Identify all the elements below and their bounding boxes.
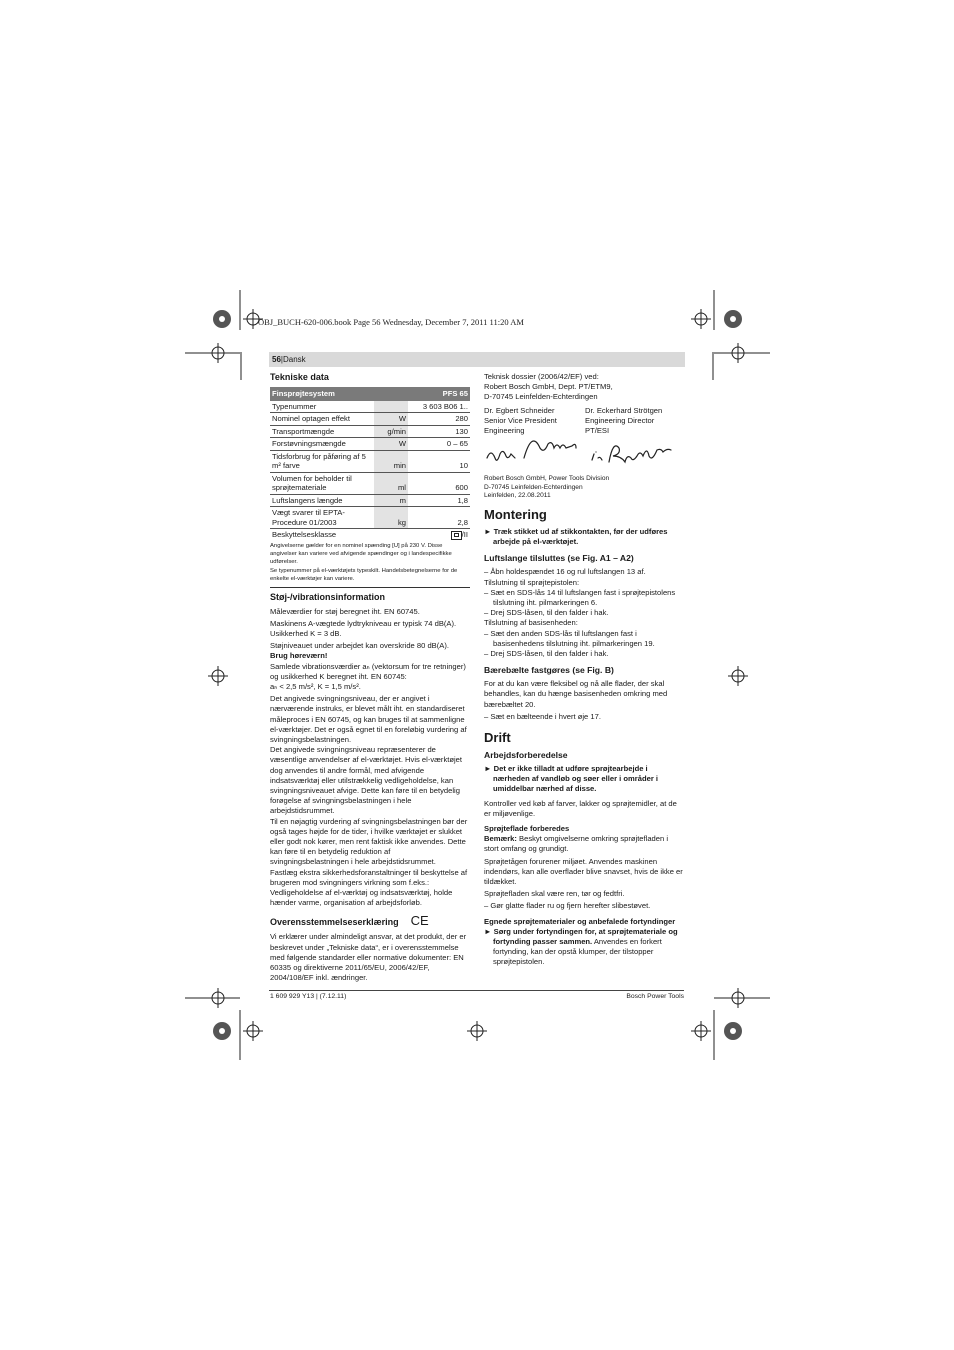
prep-warning: ► Det er ikke tilladt at udføre sprøjtearbejde i nærheden af vandløb og søer eller i områder i umiddelbar nærhed af disse. <box>484 763 658 794</box>
footer-left: 1 609 929 Y13 | (7.12.11) <box>270 993 347 1000</box>
table-row <box>270 438 470 451</box>
footer-right: Bosch Power Tools <box>626 993 684 1000</box>
page-header-bar <box>269 352 685 367</box>
table-head-row <box>270 387 470 401</box>
materials-warning-bold: Sørg under fortyndingen for, at sprøjtemateriale og fortynding passer sammen. <box>493 926 678 947</box>
prep-heading: Arbejdsforberedelse <box>484 749 568 760</box>
surface-note-text: Beskyt omgivelserne omkring sprøjtefladen i stort omfang og grundigt. <box>484 834 669 854</box>
row-unit <box>374 401 408 413</box>
row-value: 1,8 <box>408 494 470 507</box>
surface-note-label: Bemærk: <box>484 834 517 844</box>
conformity-text: Vi erklærer under almindeligt ansvar, at det produkt, der er beskrevet under „Tekniske data“, er i overensstemmelse med følgende standarder eller normative dokumenter: EN 60335 og direktiverne 2011/65/EU, 2006/42/EF, 2004/108/EF inkl. ændringer. <box>270 932 467 983</box>
row-name: Volumen for beholder til sprøjtemateriale <box>270 472 374 494</box>
company-line1: Robert Bosch GmbH, Power Tools Division <box>484 475 610 483</box>
prep-text: Kontroller ved køb af farver, lakker og sprøjtemidler, at de er miljøvenlige. <box>484 798 677 818</box>
table-row <box>270 413 470 426</box>
row-value: 600 <box>408 472 470 494</box>
company-line2: D-70745 Leinfelden-Echterdingen <box>484 483 583 491</box>
dossier-line2: Robert Bosch GmbH, Dept. PT/ETM9, <box>484 382 613 392</box>
row-value: 0 – 65 <box>408 438 470 451</box>
noise-p4: Brug høreværn! <box>270 651 328 661</box>
print-slug: OBJ_BUCH-620-006.book Page 56 Wednesday, December 7, 2011 11:20 AM <box>258 317 524 327</box>
footer-rule <box>269 990 684 991</box>
signatories <box>484 406 684 437</box>
hose-step-1: – Åbn holdespændet 16 og rul luftslangen 13 af. <box>484 567 646 577</box>
montering-warning: ► Træk stikket ud af stikkontakten, før der udføres arbejde på el-værktøjet. <box>484 526 668 547</box>
left-column <box>270 372 470 985</box>
noise-p10: Fastlæg ekstra sikkerhedsforanstaltninger til beskyttelse af brugeren mod svingningers virkning som f.eks.: Vedligeholdelse af el-værktøj og indsatsværktøj, holde hænder varme, organisation af arbejdsforløb. <box>270 867 468 908</box>
protection-class-icon <box>451 531 462 540</box>
table-note-2: Se typenummer på el-værktøjets typeskilt. Handelsbetegnelserne for de enkelte el-værktøjer kan variere. <box>270 567 458 582</box>
row-name: Vægt svarer til EPTA-Procedure 01/2003 <box>270 507 374 529</box>
belt-step: – Sæt en bælteende i hvert øje 17. <box>484 711 601 721</box>
table-row <box>270 494 470 507</box>
ce-mark-icon: CE <box>410 913 429 929</box>
hose-step-3: – Sæt en SDS-lås 14 til luftslangen fast i sprøjtepistolens tilslutning iht. pilmarkeringen 6. <box>484 587 676 607</box>
prep-warning-text: Det er ikke tilladt at udføre sprøjtearbejde i nærheden af vandløb og søer eller i områder i umiddelbar nærhed af disse. <box>493 763 658 794</box>
table-note-1: Angivelserne gælder for en nominel spænding [U] på 230 V. Disse angivelser kan variere ved afvigende spændinger og i landespecifikke udførelser. <box>270 542 452 565</box>
montering-warning-text: Træk stikket ud af stikkontakten, før der udføres arbejde på el-værktøjet. <box>493 526 668 547</box>
hose-step-7: – Drej SDS-låsen, til den falder i hak. <box>484 648 609 658</box>
row-unit: min <box>374 450 408 472</box>
tech-data-heading: Tekniske data <box>270 372 329 382</box>
signatory-2-dept: PT/ESI <box>585 426 610 436</box>
table-row <box>270 450 470 472</box>
signatory-2-role: Engineering Director <box>585 415 655 425</box>
header-separator: | <box>280 355 283 364</box>
surface-heading: Sprøjteflade forberedes <box>484 823 570 833</box>
belt-text: For at du kan være fleksibel og nå alle flader, der skal behandles, kan du hænge basisenheden omkring med bærebæltet 20. <box>484 679 668 709</box>
row-unit: W <box>374 413 408 426</box>
table-head-model: PFS 65 <box>408 387 470 401</box>
row-name: Transportmængde <box>270 425 374 438</box>
surface-p2: Sprøjtetågen forurener miljøet. Anvendes maskinen indendørs, kan alle overflader blive snavset, hvis de ikke er tildækket. <box>484 856 683 886</box>
conformity-title: Overensstemmelseserklæring <box>270 917 399 928</box>
signatory-2 <box>585 406 686 437</box>
row-value: 10 <box>408 450 470 472</box>
right-column <box>484 372 684 970</box>
row-name: Beskyttelsesklasse <box>272 530 337 539</box>
table-row <box>270 529 470 541</box>
surface-note <box>484 834 684 854</box>
dossier-line1: Teknisk dossier (2006/42/EF) ved: <box>484 372 599 381</box>
signatory-1 <box>484 406 585 437</box>
drift-heading: Drift <box>484 729 511 745</box>
signatory-1-dept: Engineering <box>484 426 525 436</box>
signatory-2-name: Dr. Eckerhard Strötgen <box>585 405 663 415</box>
materials-warning: ► Sørg under fortyndingen for, at sprøjtemateriale og fortynding passer sammen. Anvendes en forkert fortynding, kan der opstå klumper, der tilstopper sprøjtepistolen. <box>484 926 678 967</box>
table-row <box>270 472 470 494</box>
belt-heading: Bærebælte fastgøres (se Fig. B) <box>484 665 614 676</box>
row-unit: m <box>374 494 408 507</box>
table-row <box>270 425 470 438</box>
table-row <box>270 507 470 529</box>
surface-p4: – Gør glatte flader ru og fjern herefter slibestøvet. <box>484 901 651 911</box>
noise-p2: Maskinens A-vægtede lydtrykniveau er typisk 74 dB(A). Usikkerhed K = 3 dB. <box>270 618 457 638</box>
company-line3: Leinfelden, 22.08.2011 <box>484 492 551 500</box>
table-row <box>270 401 470 413</box>
row-unit: ml <box>374 472 408 494</box>
hose-step-6: – Sæt den anden SDS-lås til luftslangen fast i basisenhedens tilslutning iht. pilmarkeringen 19. <box>484 628 655 648</box>
header-language: Dansk <box>282 355 306 364</box>
noise-p1: Måleværdier for støj beregnet iht. EN 60745. <box>270 606 420 616</box>
row-unit: g/min <box>374 425 408 438</box>
row-value: 280 <box>408 413 470 426</box>
row-name: Forstøvningsmængde <box>270 438 374 451</box>
page-header <box>272 355 306 364</box>
row-value: 2,8 <box>408 507 470 529</box>
divider <box>270 587 470 588</box>
row-value: /II <box>461 530 468 539</box>
surface-p3: Sprøjtefladen skal være ren, tør og fedtfri. <box>484 889 625 899</box>
row-name: Typenummer <box>270 401 374 413</box>
noise-p9: Til en nøjagtig vurdering af svingningsbelastningen bør der også tages højde for de tider, i hvilke værktøjet er slukket eller godt nok kører, men rent faktisk ikke anvendes. Dette kan føre til en betydelig reduktion af svingningsbelastningen i hele arbejdstidsrummet. <box>270 816 468 867</box>
noise-p8: Det angivede svingningsniveau repræsenterer de væsentlige anvendelser af el-værktøjet. Hvis el-værktøjet dog anvendes til andre formål, med afvigende indsatsværktøj eller utilstrækkelig vedligeholdelse, kan svingningsniveauet afvige. Dette kan føre til en betydelig forøgelse af svingningsbelastningen i hele arbejdstidsrummet. <box>270 745 463 816</box>
hose-step-2: Tilslutning til sprøjtepistolen: <box>484 577 580 587</box>
handwritten-signatures <box>484 436 684 472</box>
row-name: Luftslangens længde <box>270 494 374 507</box>
noise-p7: Det angivede svingningsniveau, der er angivet i nærværende instruks, er blevet målt iht. en standardiseret måleproces i EN 60745, og kan bruges til at sammenligne el-værktøjer. Det er også egnet til en foreløbig vurdering af svingningsbelastningen. <box>270 694 467 744</box>
noise-p6: aₕ < 2,5 m/s², K = 1,5 m/s². <box>270 681 361 691</box>
tech-data-table <box>270 387 470 541</box>
hose-heading: Luftslange tilsluttes (se Fig. A1 – A2) <box>484 553 634 564</box>
signatory-1-name: Dr. Egbert Schneider <box>484 405 555 415</box>
page-number: 56 <box>272 355 281 364</box>
row-unit: kg <box>374 507 408 529</box>
table-head-name: Finsprøjtesystem <box>270 387 408 401</box>
noise-p3: Støjniveauet under arbejdet kan overskride 80 dB(A). <box>270 641 449 651</box>
row-name: Nominel optagen effekt <box>270 413 374 426</box>
montering-heading: Montering <box>484 506 547 522</box>
noise-p5: Samlede vibrationsværdier aₕ (vektorsum for tre retninger) og usikkerhed K beregnet iht. EN 60745: <box>270 661 466 681</box>
row-unit: W <box>374 438 408 451</box>
row-value: 3 603 B06 1.. <box>408 401 470 413</box>
row-value: 130 <box>408 425 470 438</box>
materials-warning-rest: Anvendes en forkert fortynding, kan der opstå klumper, der tilstopper sprøjtepistolen. <box>493 937 662 967</box>
noise-heading: Støj-/vibrationsinformation <box>270 591 386 602</box>
conformity-heading <box>270 915 470 928</box>
signatory-1-role: Senior Vice President <box>484 415 557 425</box>
row-name: Tidsforbrug for påføring af 5 m² farve <box>270 450 374 472</box>
row-unit <box>374 529 408 541</box>
hose-step-5: Tilslutning af basisenheden: <box>484 618 578 628</box>
hose-step-4: – Drej SDS-låsen, til den falder i hak. <box>484 608 609 618</box>
dossier-line3: D-70745 Leinfelden-Echterdingen <box>484 392 598 402</box>
materials-heading: Egnede sprøjtematerialer og anbefalede fortyndinger <box>484 916 676 926</box>
